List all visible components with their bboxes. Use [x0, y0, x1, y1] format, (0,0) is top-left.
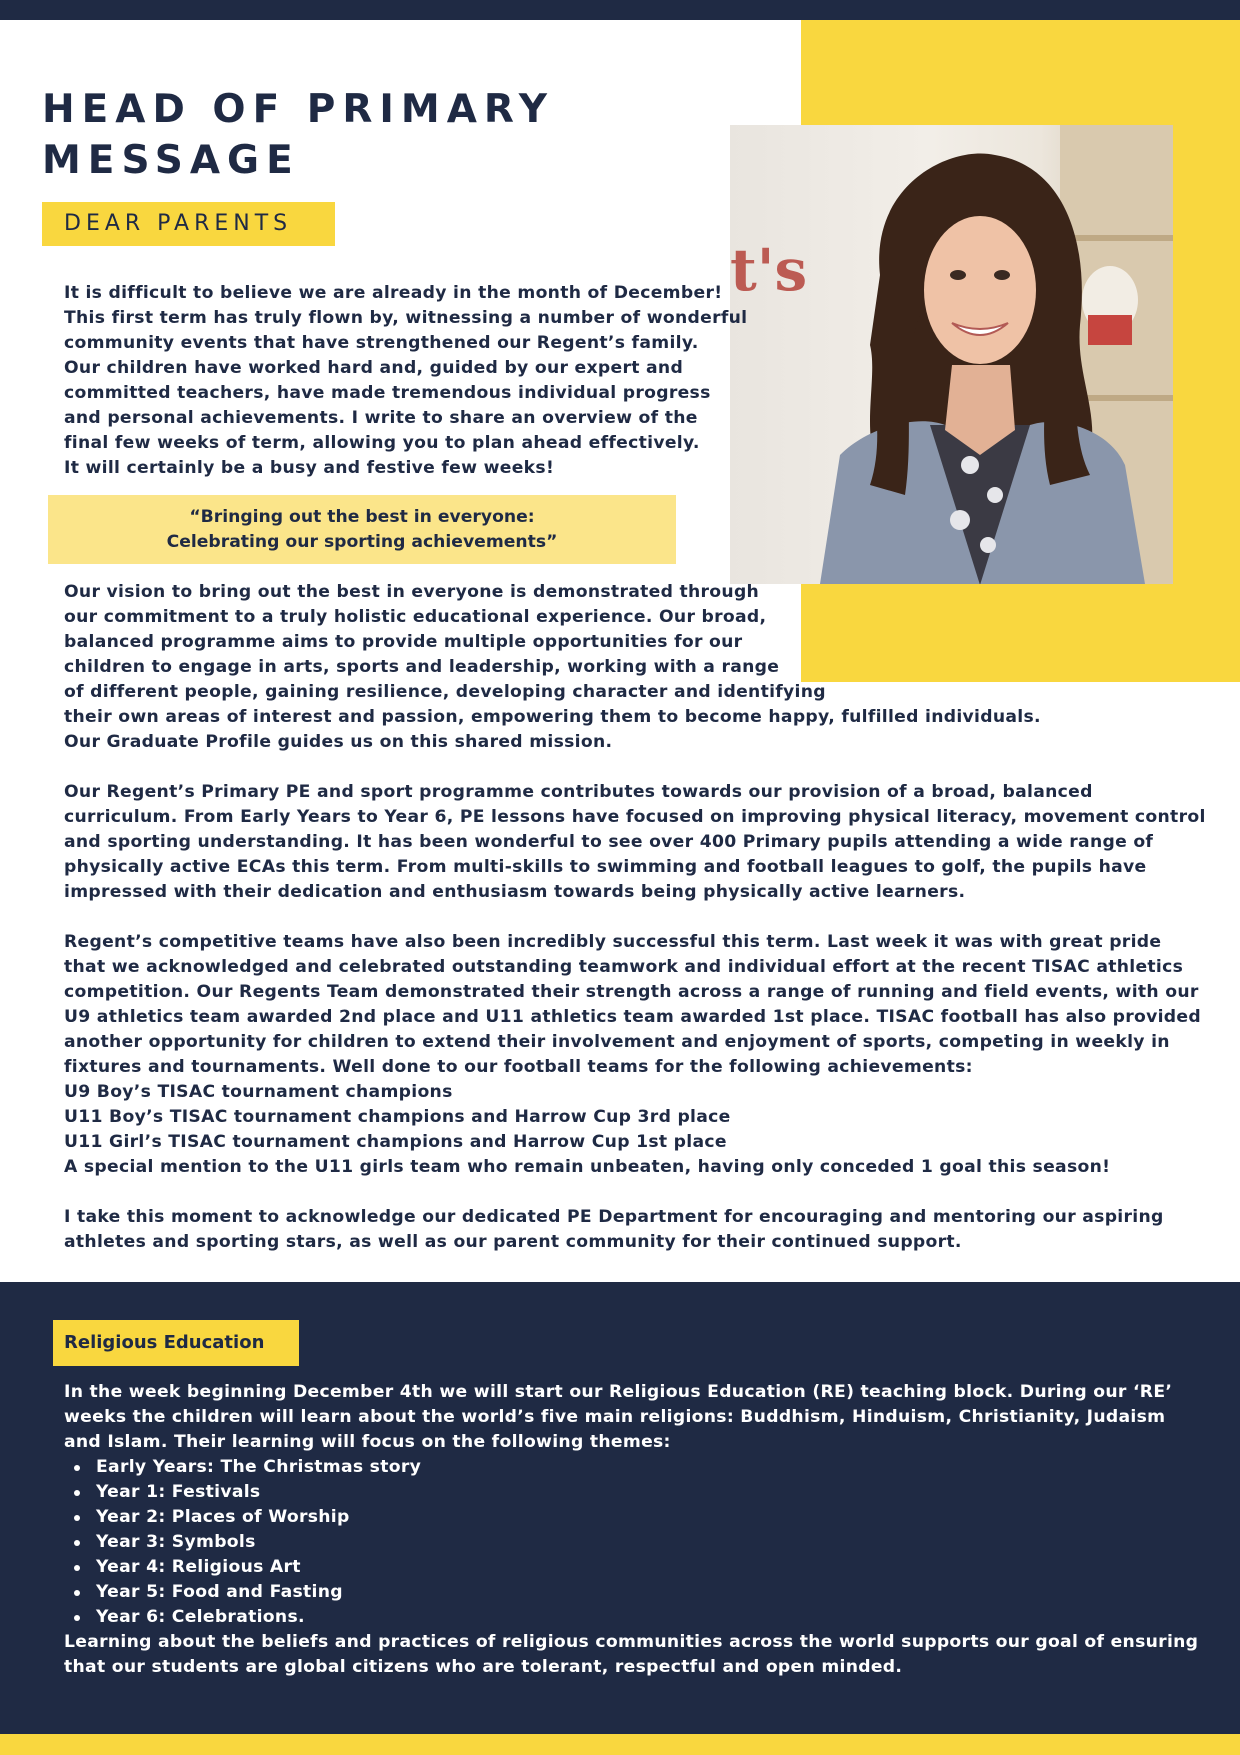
text-line: Our Graduate Profile guides us on this shared mission. [64, 732, 613, 752]
text-line: It will certainly be a busy and festive few weeks! [64, 458, 555, 478]
text-line: final few weeks of term, allowing you to plan ahead effectively. [64, 433, 700, 453]
text-line: athletes and sporting stars, as well as our parent community for their continued support. [64, 1232, 962, 1252]
text-line: curriculum. From Early Years to Year 6, PE lessons have focused on improving physical literacy, movement control [64, 807, 1206, 827]
text-line: community events that have strengthened our Regent’s family. [64, 333, 699, 353]
text-line: and Islam. Their learning will focus on the following themes: [64, 1432, 671, 1452]
vision-paragraph [64, 580, 1041, 755]
top-bar [0, 0, 1240, 20]
text-line: A special mention to the U11 girls team who remain unbeaten, having only conceded 1 goal this season! [64, 1157, 1111, 1177]
quote-line: Celebrating our sporting achievements” [166, 532, 558, 552]
text-line: U11 Boy’s TISAC tournament champions and Harrow Cup 3rd place [64, 1107, 731, 1127]
list-item: Year 6: Celebrations. [72, 1605, 421, 1630]
text-line: Our Regent’s Primary PE and sport programme contributes towards our provision of a broad, balanced [64, 782, 1093, 802]
list-item: Year 2: Places of Worship [72, 1505, 421, 1530]
pe-paragraph [64, 780, 1206, 905]
text-line: committed teachers, have made tremendous individual progress [64, 383, 711, 403]
text-line: In the week beginning December 4th we will start our Religious Education (RE) teaching block. During our ‘RE’ [64, 1382, 1173, 1402]
quote-line: “Bringing out the best in everyone: [189, 507, 535, 527]
teams-paragraph [64, 930, 1201, 1180]
list-item: Early Years: The Christmas story [72, 1455, 421, 1480]
text-line: fixtures and tournaments. Well done to our football teams for the following achievements: [64, 1057, 973, 1077]
text-line: This first term has truly flown by, witnessing a number of wonderful [64, 308, 748, 328]
text-line: Regent’s competitive teams have also been incredibly successful this term. Last week it was with great pride [64, 932, 1162, 952]
title-line: HEAD OF PRIMARY [42, 87, 555, 132]
page-title [42, 84, 602, 186]
text-line: and sporting understanding. It has been wonderful to see over 400 Primary pupils attending a wide range of [64, 832, 1154, 852]
thanks-paragraph [64, 1205, 1164, 1255]
text-line: Learning about the beliefs and practices of religious communities across the world supports our goal of ensuring [64, 1632, 1199, 1652]
re-intro-paragraph [64, 1380, 1172, 1455]
text-line: U9 athletics team awarded 2nd place and U11 athletics team awarded 1st place. TISAC football has also provided [64, 1007, 1201, 1027]
text-line: our commitment to a truly holistic educational experience. Our broad, [64, 607, 767, 627]
re-themes-list [72, 1455, 421, 1630]
text-line: U9 Boy’s TISAC tournament champions [64, 1082, 453, 1102]
title-line: MESSAGE [42, 138, 300, 183]
list-item: Year 4: Religious Art [72, 1555, 421, 1580]
head-of-primary-photo [730, 125, 1173, 584]
text-line: It is difficult to believe we are already in the month of December! [64, 283, 723, 303]
text-line: children to engage in arts, sports and leadership, working with a range [64, 657, 780, 677]
text-line: that we acknowledged and celebrated outstanding teamwork and individual effort at the recent TISAC athletics [64, 957, 1184, 977]
re-closing-paragraph [64, 1630, 1198, 1680]
intro-paragraph [64, 281, 747, 481]
text-line: of different people, gaining resilience, developing character and identifying [64, 682, 826, 702]
text-line: physically active ECAs this term. From multi-skills to swimming and football leagues to golf, the pupils have [64, 857, 1147, 877]
text-line: another opportunity for children to extend their involvement and enjoyment of sports, competing in weekly in [64, 1032, 1170, 1052]
pull-quote [48, 495, 676, 564]
text-line: Our children have worked hard and, guided by our expert and [64, 358, 684, 378]
list-item: Year 5: Food and Fasting [72, 1580, 421, 1605]
bottom-bar [0, 1734, 1240, 1755]
text-line: Our vision to bring out the best in everyone is demonstrated through [64, 582, 760, 602]
text-line: U11 Girl’s TISAC tournament champions and Harrow Cup 1st place [64, 1132, 727, 1152]
list-item: Year 3: Symbols [72, 1530, 421, 1555]
text-line: I take this moment to acknowledge our dedicated PE Department for encouraging and mentoring our aspiring [64, 1207, 1164, 1227]
text-line: competition. Our Regents Team demonstrated their strength across a range of running and field events, with our [64, 982, 1199, 1002]
text-line: their own areas of interest and passion, empowering them to become happy, fulfilled individuals. [64, 707, 1041, 727]
svg-text:t's: t's [730, 236, 808, 304]
religious-education-heading: Religious Education [53, 1320, 299, 1366]
text-line: impressed with their dedication and enthusiasm towards being physically active learners. [64, 882, 966, 902]
text-line: weeks the children will learn about the world’s five main religions: Buddhism, Hinduism, Christianity, Judaism [64, 1407, 1166, 1427]
text-line: that our students are global citizens who are tolerant, respectful and open minded. [64, 1657, 903, 1677]
salutation-label: DEAR PARENTS [42, 202, 335, 246]
text-line: balanced programme aims to provide multiple opportunities for our [64, 632, 743, 652]
text-line: and personal achievements. I write to share an overview of the [64, 408, 698, 428]
list-item: Year 1: Festivals [72, 1480, 421, 1505]
